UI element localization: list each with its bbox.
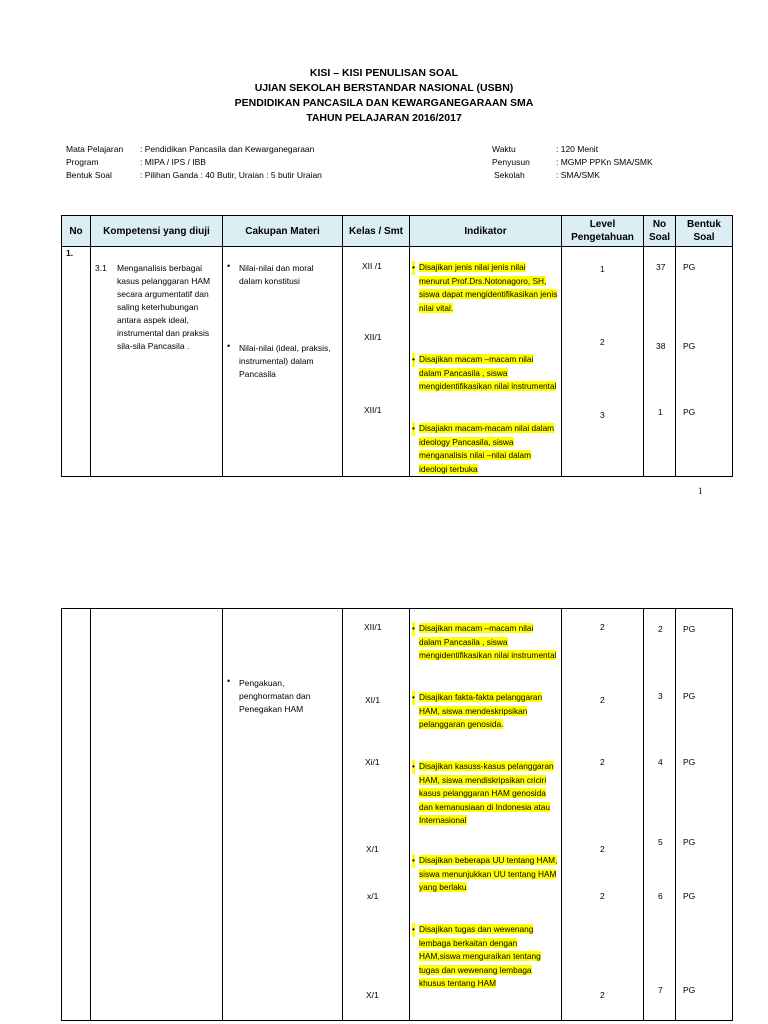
meta-mapel-label: Mata Pelajaran — [66, 144, 124, 154]
col-divider — [675, 216, 676, 476]
kelas-cell: XII/1 — [364, 405, 382, 415]
indikator-cell — [412, 854, 558, 895]
bentuk-cell: PG — [683, 757, 696, 767]
nosoal-cell: 4 — [658, 757, 663, 767]
nosoal-cell: 1 — [658, 407, 663, 417]
nosoal-cell: 6 — [658, 891, 663, 901]
indikator-text: Disajikan fakta-fakta pelanggaran HAM, siswa mendeskripsikan pelanggaran genosida. — [419, 692, 543, 729]
col-divider — [342, 609, 343, 1020]
header-kompetensi: Kompetensi yang diuji — [103, 225, 210, 237]
header-kelas: Kelas / Smt — [349, 225, 403, 237]
indikator-cell — [412, 353, 558, 394]
meta-program-label: Program — [66, 157, 99, 167]
indikator-text: Disajikan tugas dan wewenang lembaga berkaitan dengan HAM,siswa menguraikan tentang tugas dan wewenang lembaga khusus tentang HAM — [419, 924, 541, 988]
kisi-table-page-2 — [61, 608, 733, 1021]
col-divider — [222, 216, 223, 476]
bentuk-cell: PG — [683, 624, 696, 634]
doc-title-line-2: UJIAN SEKOLAH BERSTANDAR NASIONAL (USBN) — [254, 82, 514, 94]
cakupan-item: Pengakuan, penghormatan dan Penegakan HAM — [239, 678, 311, 714]
kelas-cell: X/1 — [366, 990, 379, 1000]
bullet-icon: • — [227, 676, 231, 686]
level-cell: 2 — [600, 990, 605, 1000]
meta-waktu-value: : 120 Menit — [556, 144, 599, 154]
col-divider — [561, 216, 562, 476]
col-divider — [409, 609, 410, 1020]
header-cakupan: Cakupan Materi — [245, 225, 320, 237]
kelas-cell: XI/1 — [365, 695, 381, 705]
bentuk-cell: PG — [683, 985, 696, 995]
header-nosoal: No Soal — [648, 219, 671, 243]
indikator-cell — [412, 261, 558, 315]
level-cell: 2 — [600, 891, 605, 901]
bentuk-cell: PG — [683, 691, 696, 701]
meta-waktu-label: Waktu — [492, 144, 516, 154]
bullet-icon: • — [412, 622, 415, 636]
bullet-icon: • — [227, 261, 231, 271]
header-level: Level Pengetahuan — [571, 219, 634, 243]
kelas-cell: XII/1 — [364, 332, 382, 342]
kelas-cell: Xi/1 — [365, 757, 380, 767]
indikator-cell — [412, 422, 558, 476]
meta-bentuk-label: Bentuk Soal — [66, 170, 112, 180]
col-divider — [342, 216, 343, 476]
bullet-icon: • — [412, 261, 415, 275]
meta-program-value: : MIPA / IPS / IBB — [140, 157, 206, 167]
doc-title-line-1: KISI – KISI PENULISAN SOAL — [309, 67, 459, 79]
doc-title-line-4: TAHUN PELAJARAN 2016/2017 — [306, 112, 462, 124]
meta-penyusun-label: Penyusun — [492, 157, 530, 167]
kelas-cell: x/1 — [367, 891, 379, 901]
bullet-icon: • — [227, 341, 231, 351]
page-number: 1 — [698, 486, 703, 496]
col-divider — [409, 216, 410, 476]
header-bentuk: Bentuk Soal — [687, 219, 721, 243]
indikator-text: Disajikan kasuss-kasus pelanggaran HAM, siswa mendiskripsikan criciri kasus pelanggaran HAM genosida dan kemanusiaan di Indonesia atau Internasional — [419, 761, 554, 825]
nosoal-cell: 5 — [658, 837, 663, 847]
indikator-cell — [412, 760, 558, 828]
col-divider — [90, 609, 91, 1020]
meta-sekolah-value: : SMA/SMK — [556, 170, 600, 180]
kompetensi-number: 3.1 — [95, 263, 107, 273]
nosoal-cell: 37 — [656, 262, 666, 272]
col-divider — [222, 609, 223, 1020]
col-divider — [675, 609, 676, 1020]
meta-mapel-value: : Pendidikan Pancasila dan Kewarganegaraan — [140, 144, 315, 154]
nosoal-cell: 3 — [658, 691, 663, 701]
col-divider — [90, 216, 91, 476]
kelas-cell: X/1 — [366, 844, 379, 854]
kelas-cell: XII /1 — [362, 261, 382, 271]
doc-title-line-3: PENDIDIKAN PANCASILA DAN KEWARGANEGARAAN SMA — [234, 97, 534, 109]
bullet-icon: • — [412, 923, 415, 937]
nosoal-cell: 38 — [656, 341, 666, 351]
kompetensi-text: Menganalisis berbagai kasus pelanggaran HAM secara argumentatif dan saling keterhubungan antara aspek ideal, instrumental dan praksis sila-sila Pancasila . — [117, 263, 211, 351]
indikator-cell — [412, 923, 558, 991]
cakupan-item: Nilai-nilai (ideal, praksis, instrumental) dalam Pancasila — [239, 343, 331, 379]
bullet-icon: • — [412, 691, 415, 705]
col-divider — [643, 216, 644, 476]
level-cell: 2 — [600, 757, 605, 767]
indikator-text: Disajikan beberapa UU tentang HAM, siswa menunjukkan UU tentang HAM yang berlaku — [419, 855, 558, 892]
nosoal-cell: 2 — [658, 624, 663, 634]
meta-bentuk-value: : Pilihan Ganda : 40 Butir, Uraian : 5 butir Uraian — [140, 170, 322, 180]
bullet-icon: • — [412, 353, 415, 367]
level-cell: 3 — [600, 410, 605, 420]
indikator-text: Disajikan macam –macam nilai dalam Pancasila , siswa mengidentifikasikan nilai instrumental — [419, 354, 557, 391]
meta-sekolah-label: Sekolah — [494, 170, 525, 180]
header-divider — [62, 246, 732, 247]
indikator-text: Disajikan jenis nilai jenis nilai menurut Prof.Drs.Notonagoro, SH, siswa dapat mengidentifikasikan jenis nilai vital. — [419, 262, 558, 313]
cakupan-item: Nilai-nilai dan moral dalam konstitusi — [239, 263, 314, 286]
bentuk-cell: PG — [683, 407, 696, 417]
header-no: No — [69, 225, 83, 237]
bullet-icon: • — [412, 422, 415, 436]
level-cell: 1 — [600, 264, 605, 274]
indikator-text: Disajiakn macam-macam nilai dalam ideology Pancasila, siswa menganalisis nilai –nilai dalam ideologi terbuka — [419, 423, 555, 474]
indikator-cell — [412, 622, 558, 663]
header-indikator: Indikator — [464, 225, 507, 237]
bentuk-cell: PG — [683, 891, 696, 901]
bullet-icon: • — [412, 760, 415, 774]
level-cell: 2 — [600, 695, 605, 705]
col-divider — [561, 609, 562, 1020]
bentuk-cell: PG — [683, 262, 696, 272]
level-cell: 2 — [600, 337, 605, 347]
meta-penyusun-value: : MGMP PPKn SMA/SMK — [556, 157, 653, 167]
indikator-text: Disajikan macam –macam nilai dalam Pancasila , siswa mengidentifikasikan nilai instrumental — [419, 623, 557, 660]
level-cell: 2 — [600, 622, 605, 632]
col-divider — [643, 609, 644, 1020]
row-number: 1. — [66, 248, 74, 258]
nosoal-cell: 7 — [658, 985, 663, 995]
level-cell: 2 — [600, 844, 605, 854]
kelas-cell: XII/1 — [364, 622, 382, 632]
bullet-icon: • — [412, 854, 415, 868]
bentuk-cell: PG — [683, 341, 696, 351]
bentuk-cell: PG — [683, 837, 696, 847]
indikator-cell — [412, 691, 558, 732]
